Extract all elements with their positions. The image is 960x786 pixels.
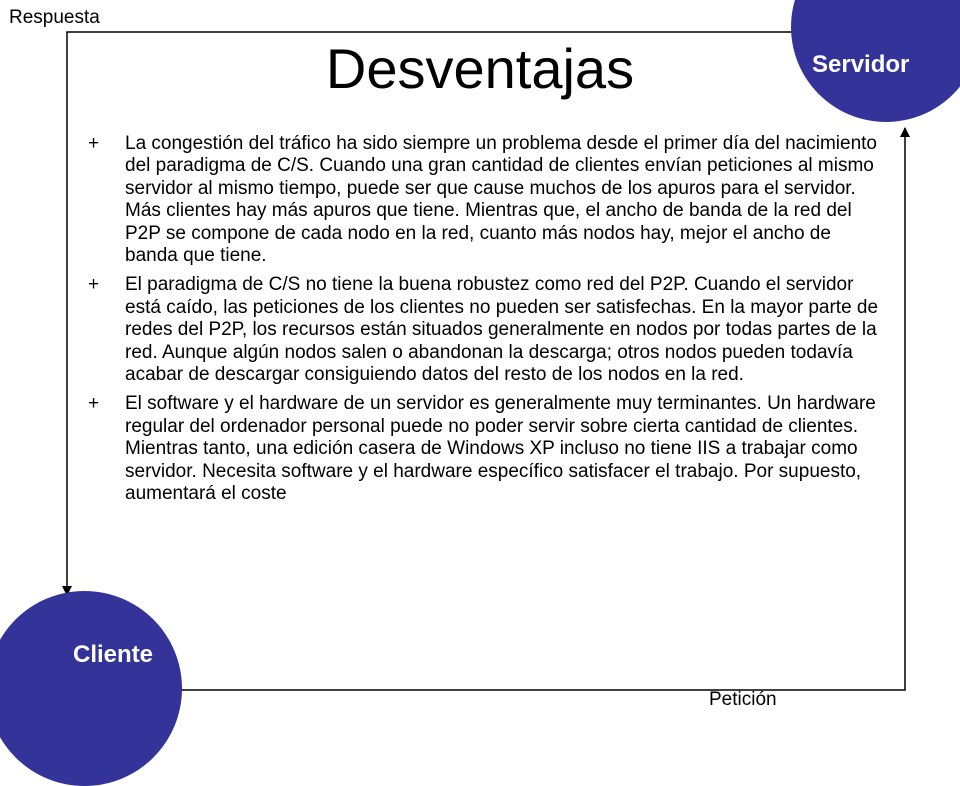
slide-title: Desventajas [325, 37, 635, 100]
bullet-list [88, 133, 888, 513]
bullet-marker: + [88, 133, 100, 154]
bullet-text: La congestión del tráfico ha sido siempre un problema desde el primer día del nacimiento del paradigma de C/S. Cuando una gran cantidad de clientes envían peticiones al mismo servidor al mismo tiempo, puede ser que cause muchos de los apuros para el servidor. Más clientes hay más apuros que tiene. Mientras que, el ancho de banda de la red del P2P se compone de cada nodo en la red, cuanto más nodos hay, mejor el ancho de banda que tiene. [125, 133, 877, 267]
bullet-marker: + [88, 393, 100, 415]
client-label: Cliente [73, 641, 154, 668]
response-label: Respuesta [9, 7, 100, 28]
bullet-item [88, 133, 888, 267]
server-label: Servidor [812, 51, 910, 78]
client-node-circle [0, 591, 182, 786]
bullet-marker: + [88, 274, 100, 296]
request-label: Petición [709, 689, 777, 710]
bullet-text: El paradigma de C/S no tiene la buena robustez como red del P2P. Cuando el servidor está caído, las peticiones de los clientes no pueden ser satisfechas. En la mayor parte de redes del P2P, los recursos están situados generalmente en nodos por todas partes de la red. Aunque algún nodos salen o abandonan la descarga; otros nodos pueden todavía acabar de descargar consiguiendo datos del resto de los nodos en la red. [125, 274, 879, 386]
bullet-text: El software y el hardware de un servidor es generalmente muy terminantes. Un hardware regular del ordenador personal puede no poder servir sobre cierta cantidad de clientes. Mientras tanto, una edición casera de Windows XP incluso no tiene IIS a trabajar como servidor. Necesita software y el hardware específico satisfacer el trabajo. Por supuesto, aumentará el coste [125, 393, 876, 505]
bullet-item [88, 393, 888, 505]
bullet-item [88, 274, 888, 386]
